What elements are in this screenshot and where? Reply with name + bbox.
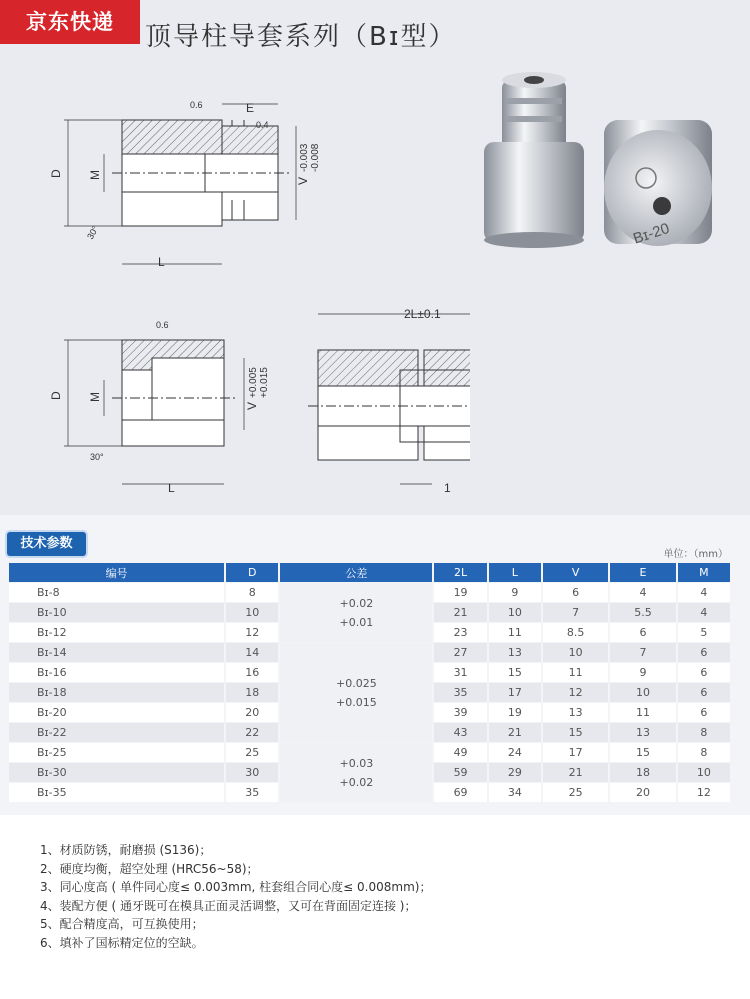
table-cell: 7: [610, 643, 675, 662]
unit-label: 单位：（mm）: [663, 549, 728, 560]
note-item: 1、材质防锈，耐磨损 (S136)；: [40, 843, 212, 857]
table-cell: 19: [489, 703, 541, 722]
table-cell: 49: [434, 743, 486, 762]
table-cell: 15: [543, 723, 608, 742]
tolerance-lower: +0.015: [336, 695, 377, 709]
table-cell: 43: [434, 723, 486, 742]
spec-section: [0, 515, 750, 815]
table-cell: 8.5: [543, 623, 608, 642]
dim-l-label: L: [158, 255, 165, 269]
table-cell: 12: [678, 783, 730, 802]
table-cell: 6: [543, 583, 608, 602]
table-cell: 20: [226, 703, 278, 722]
table-cell: 12: [543, 683, 608, 702]
table-cell: 6: [678, 703, 730, 722]
assembly-gap-label: 1: [444, 481, 451, 495]
bushing-drawing: [49, 320, 270, 495]
column-header: 公差: [280, 563, 432, 582]
tol-v-upper: -0.003: [299, 143, 310, 172]
table-cell: 31: [434, 663, 486, 682]
table-cell: 34: [489, 783, 541, 802]
table-cell: 6: [678, 643, 730, 662]
roughness-label-2: 0.4: [256, 120, 269, 130]
part-code-cell: Bɪ-30: [9, 763, 224, 782]
bushing-tol-v-lower: +0.015: [259, 367, 270, 398]
table-cell: 5.5: [610, 603, 675, 622]
part-code-cell: Bɪ-8: [9, 583, 224, 602]
table-cell: 4: [610, 583, 675, 602]
part-code-cell: Bɪ-22: [9, 723, 224, 742]
column-header: L: [489, 563, 541, 582]
table-cell: 9: [610, 663, 675, 682]
table-cell: 24: [489, 743, 541, 762]
table-cell: 21: [434, 603, 486, 622]
tolerance-upper: +0.025: [336, 676, 377, 690]
table-cell: 10: [543, 643, 608, 662]
table-cell: 12: [226, 623, 278, 642]
bushing-roughness-label: 0.6: [156, 320, 169, 330]
courier-badge: 京东快递: [0, 0, 140, 44]
table-cell: 5: [678, 623, 730, 642]
part-code-cell: Bɪ-25: [9, 743, 224, 762]
bushing-angle-label: 30°: [90, 452, 104, 462]
table-cell: 35: [226, 783, 278, 802]
table-row: [9, 643, 730, 662]
table-cell: 13: [610, 723, 675, 742]
tolerance-upper: +0.03: [339, 756, 374, 770]
bushing-dim-m-label: M: [88, 392, 102, 402]
bushing-dim-d-label: D: [49, 391, 63, 400]
table-cell: 7: [543, 603, 608, 622]
bushing-dim-v-label: V: [245, 401, 259, 410]
part-code-cell: Bɪ-20: [9, 703, 224, 722]
column-header: 编号: [9, 563, 224, 582]
table-cell: 11: [610, 703, 675, 722]
guide-bushing-photo: [604, 120, 712, 248]
table-cell: 13: [543, 703, 608, 722]
tol-v-lower: -0.008: [310, 143, 321, 172]
tolerance-upper: +0.02: [339, 596, 374, 610]
table-cell: 8: [226, 583, 278, 602]
table-cell: 4: [678, 583, 730, 602]
table-cell: 11: [543, 663, 608, 682]
notes-section: [0, 815, 750, 999]
table-cell: 30: [226, 763, 278, 782]
table-cell: 14: [226, 643, 278, 662]
table-cell: 10: [489, 603, 541, 622]
dim-m-label: M: [88, 170, 102, 180]
table-cell: 11: [489, 623, 541, 642]
table-cell: 17: [489, 683, 541, 702]
table-cell: 18: [610, 763, 675, 782]
note-item: 3、同心度高 ( 单件同心度≤ 0.003mm, 柱套组合同心度≤ 0.008mm)；: [40, 880, 432, 894]
table-cell: 27: [434, 643, 486, 662]
table-cell: 10: [226, 603, 278, 622]
table-header-row: [9, 563, 730, 582]
table-cell: 59: [434, 763, 486, 782]
table-cell: 25: [543, 783, 608, 802]
table-cell: 6: [678, 663, 730, 682]
column-header: V: [543, 563, 608, 582]
column-header: D: [226, 563, 278, 582]
table-cell: 13: [489, 643, 541, 662]
angle-label: 30°: [85, 224, 101, 241]
table-cell: 19: [434, 583, 486, 602]
bushing-dim-l-label: L: [168, 481, 175, 495]
table-cell: 8: [678, 723, 730, 742]
part-code-cell: Bɪ-10: [9, 603, 224, 622]
table-cell: 39: [434, 703, 486, 722]
part-code-cell: Bɪ-16: [9, 663, 224, 682]
table-cell: 18: [226, 683, 278, 702]
table-cell: 23: [434, 623, 486, 642]
part-code-cell: Bɪ-18: [9, 683, 224, 702]
table-cell: 9: [489, 583, 541, 602]
part-code-cell: Bɪ-35: [9, 783, 224, 802]
table-cell: 21: [489, 723, 541, 742]
spec-table: [7, 562, 732, 803]
table-cell: 21: [543, 763, 608, 782]
tolerance-cell: [280, 743, 432, 802]
table-cell: 10: [610, 683, 675, 702]
note-item: 6、填补了国标精定位的空缺。: [40, 935, 204, 950]
table-cell: 15: [489, 663, 541, 682]
page-title: 顶导柱导套系列（Bɪ型）: [145, 22, 457, 52]
note-item: 5、配合精度高，可互换使用；: [40, 917, 204, 931]
table-cell: 15: [610, 743, 675, 762]
tolerance-cell: [280, 643, 432, 742]
table-cell: 6: [610, 623, 675, 642]
column-header: M: [678, 563, 730, 582]
dim-e-label: E: [246, 101, 255, 115]
product-photo: [470, 60, 750, 260]
part-code-cell: Bɪ-14: [9, 643, 224, 662]
table-cell: 16: [226, 663, 278, 682]
table-row: [9, 583, 730, 602]
table-row: [9, 743, 730, 762]
tolerance-lower: +0.02: [339, 775, 374, 789]
table-cell: 25: [226, 743, 278, 762]
spec-heading: 技术参数: [7, 532, 86, 556]
table-cell: 20: [610, 783, 675, 802]
tolerance-lower: +0.01: [339, 615, 374, 629]
column-header: 2L: [434, 563, 486, 582]
table-cell: 17: [543, 743, 608, 762]
table-cell: 8: [678, 743, 730, 762]
table-cell: 29: [489, 763, 541, 782]
note-item: 2、硬度均衡，超空处理 (HRC56~58)；: [40, 861, 259, 876]
dim-v-label: V: [296, 176, 310, 185]
column-header: E: [610, 563, 675, 582]
part-code-cell: Bɪ-12: [9, 623, 224, 642]
notes-list: [0, 815, 750, 952]
table-cell: 10: [678, 763, 730, 782]
table-cell: 4: [678, 603, 730, 622]
assembly-2l-label: 2L±0.1: [404, 307, 441, 321]
roughness-label-1: 0.6: [190, 100, 203, 110]
technical-drawing: [0, 60, 470, 500]
table-cell: 35: [434, 683, 486, 702]
table-cell: 22: [226, 723, 278, 742]
table-cell: 69: [434, 783, 486, 802]
assembly-drawing: [308, 307, 470, 495]
pillar-drawing: [49, 100, 321, 269]
note-item: 4、装配方便 ( 通牙既可在模具正面灵活调整，又可在背面固定连接 )；: [40, 898, 417, 913]
guide-pillar-photo: [484, 72, 584, 248]
dim-d-label: D: [49, 169, 63, 178]
table-cell: 6: [678, 683, 730, 702]
bushing-tol-v-upper: +0.005: [248, 367, 259, 398]
engraving-label: Bɪ-20: [631, 219, 672, 248]
tolerance-cell: [280, 583, 432, 642]
